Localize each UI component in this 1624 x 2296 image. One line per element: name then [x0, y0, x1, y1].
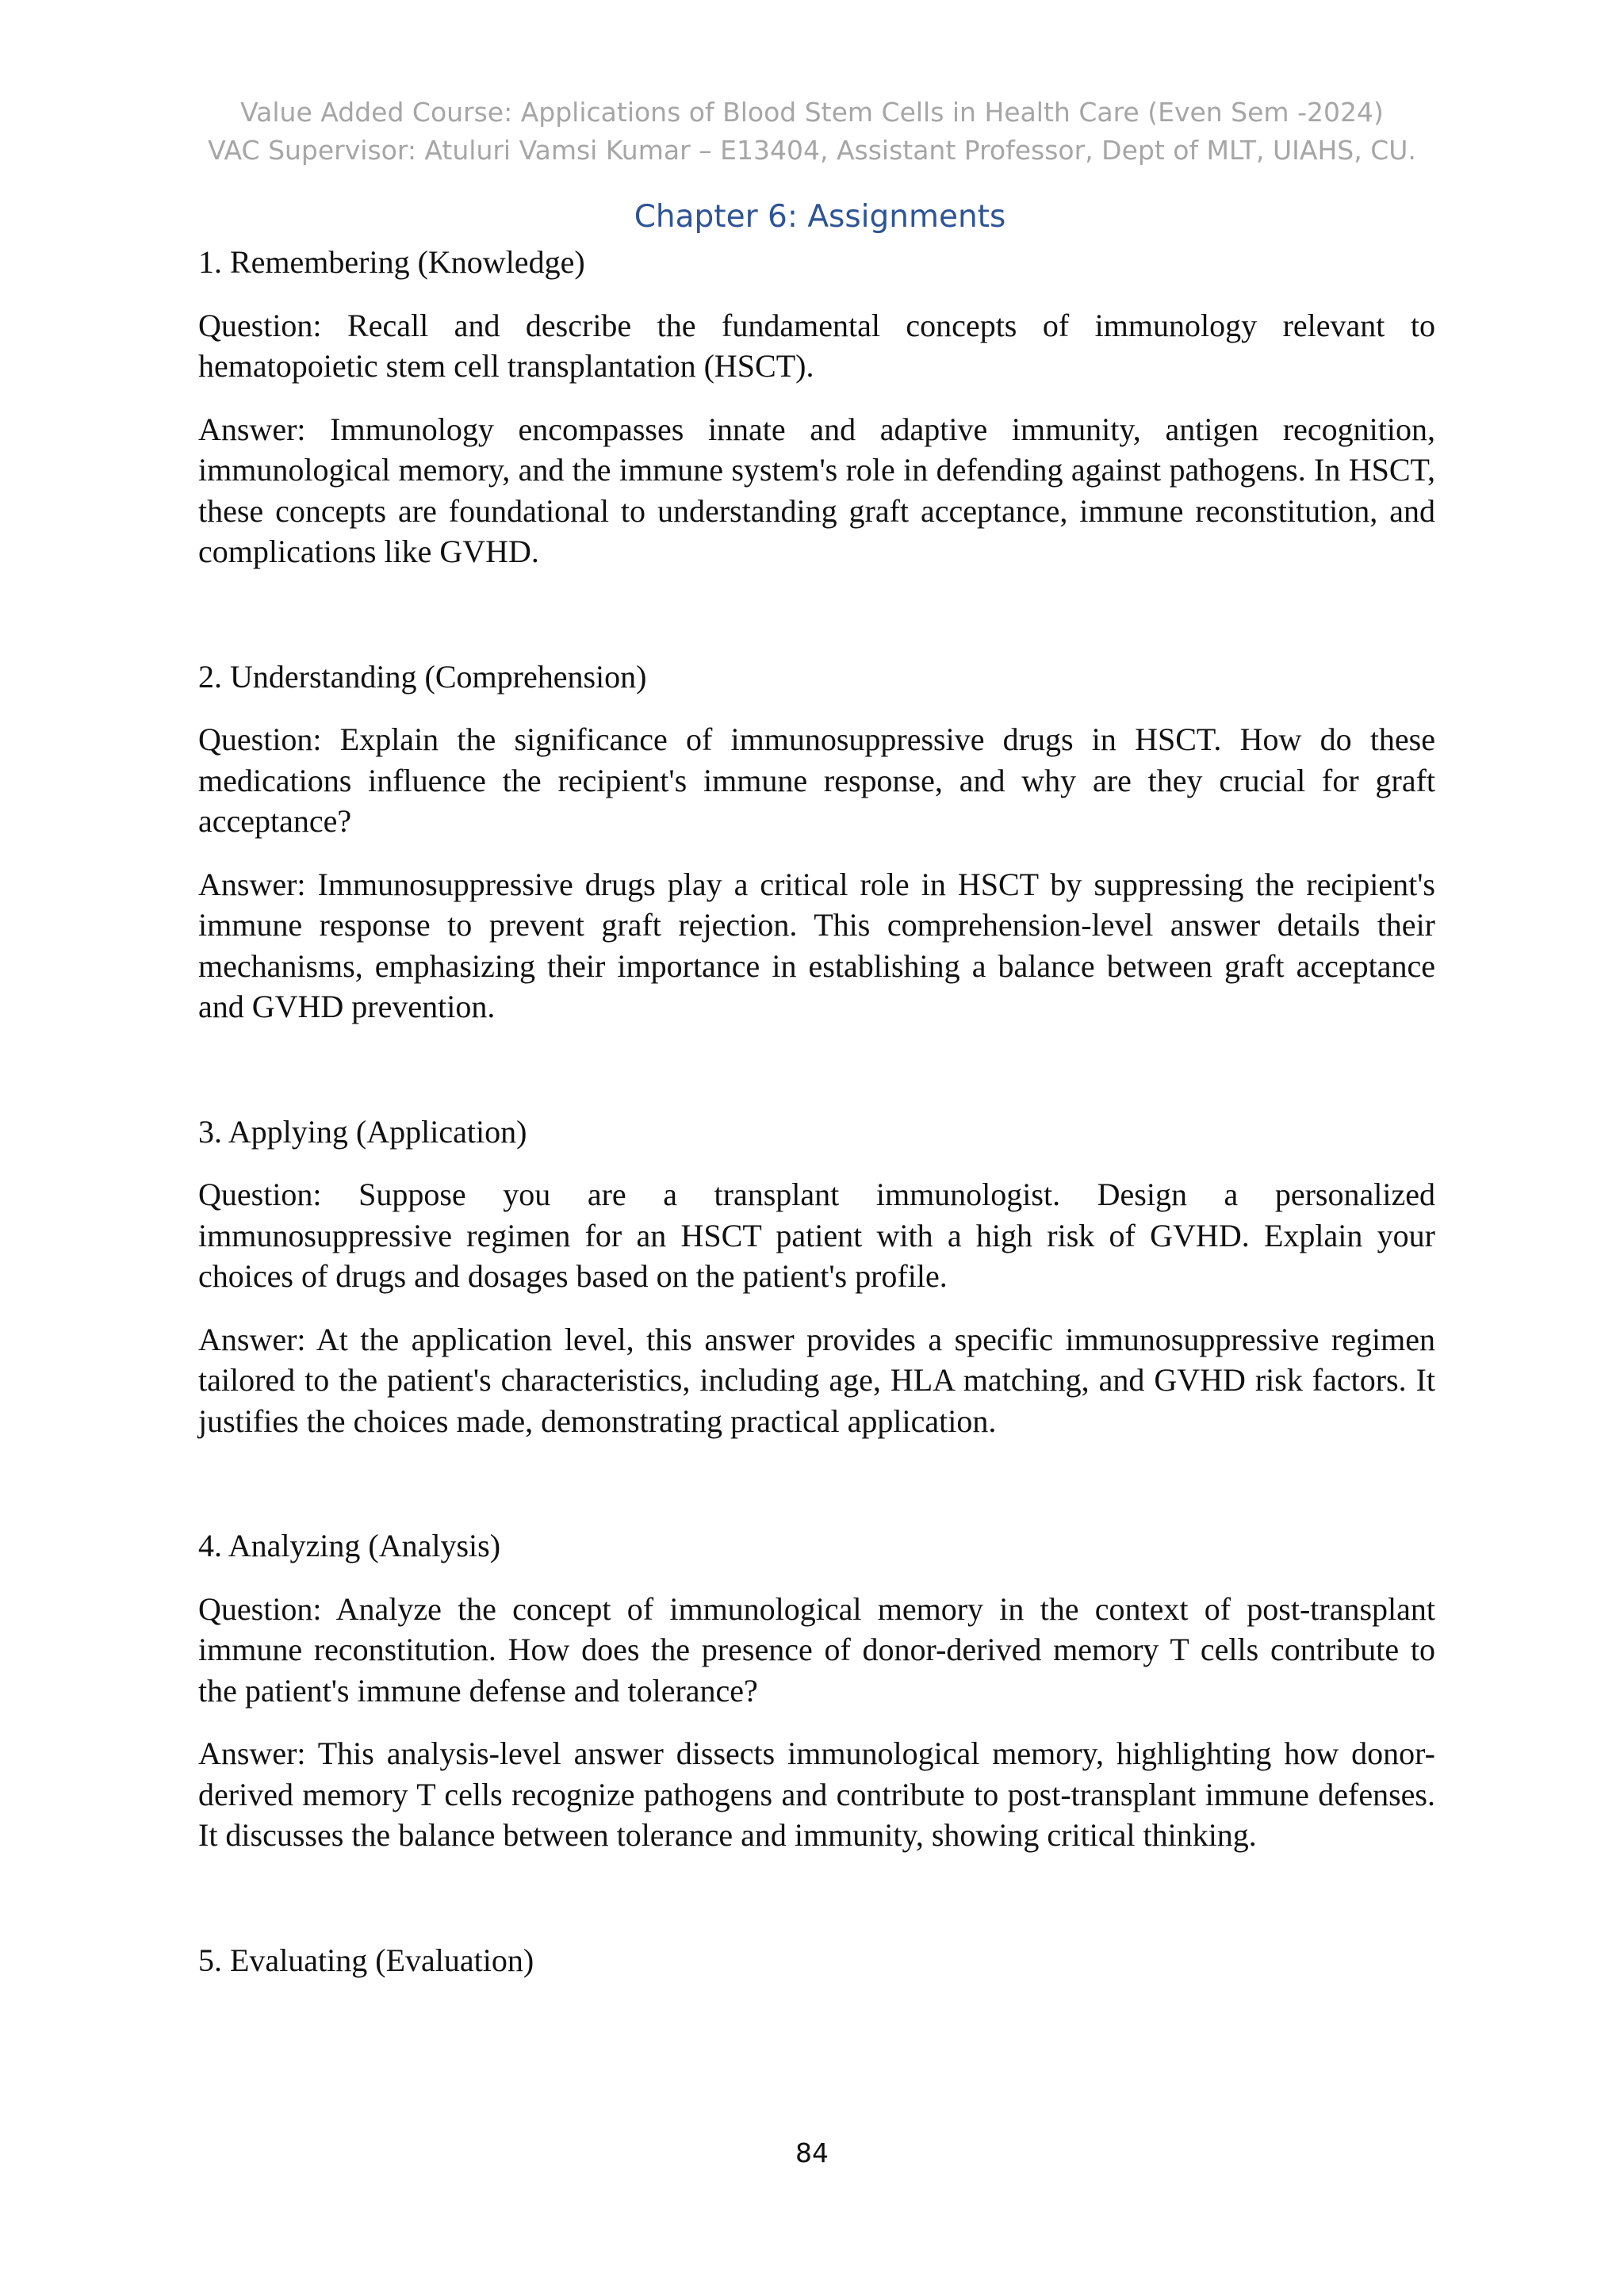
question-text: Question: Explain the significance of immunosuppressive drugs in HSCT. How do these medications influence the recipient's immune response, and why are they crucial for graft acceptance? — [198, 721, 1435, 839]
section-heading: 2. Understanding (Comprehension) — [198, 658, 647, 695]
assignment-section-evaluating — [198, 1940, 1435, 1981]
answer-text: Answer: Immunology encompasses innate and adaptive immunity, antigen recognition, immunological memory, and the immune system's role in defending against pathogens. In HSCT, these concepts are foundational to understanding graft acceptance, immune reconstitution, and complications like GVHD. — [198, 411, 1435, 569]
answer-text: Answer: This analysis-level answer dissects immunological memory, highlighting how donor-derived memory T cells recognize pathogens and contribute to post-transplant immune defenses. It discusses the balance between tolerance and immunity, showing critical thinking. — [198, 1735, 1435, 1853]
section-heading: 5. Evaluating (Evaluation) — [198, 1942, 534, 1978]
page-number: 84 — [795, 2137, 829, 2168]
question-text: Question: Suppose you are a transplant immunologist. Design a personalized immunosuppressive regimen for an HSCT patient with a high risk of GVHD. Explain your choices of drugs and dosages based on the patient's profile. — [198, 1177, 1435, 1294]
chapter-title: Chapter 6: Assignments — [634, 199, 1006, 235]
assignment-section-applying — [198, 1112, 1435, 1442]
assignment-section-remembering — [198, 242, 1435, 572]
running-header — [0, 94, 1624, 170]
section-heading: 4. Analyzing (Analysis) — [198, 1528, 501, 1563]
answer-text: Answer: At the application level, this answer provides a specific immunosuppressive regimen tailored to the patient's characteristics, including age, HLA matching, and GVHD risk factors. It justifies the choices made, demonstrating practical application. — [198, 1321, 1435, 1439]
header-supervisor-line: VAC Supervisor: Atuluri Vamsi Kumar – E13404, Assistant Professor, Dept of MLT, UIAHS, CU. — [208, 135, 1416, 166]
question-text: Question: Analyze the concept of immunological memory in the context of post-transplant immune reconstitution. How does the presence of donor-derived memory T cells contribute to the patient's immune defense and tolerance? — [198, 1590, 1435, 1709]
assignment-section-understanding — [198, 656, 1435, 1027]
header-course-line: Value Added Course: Applications of Blood Stem Cells in Health Care (Even Sem -2024) — [240, 97, 1384, 128]
section-heading: 1. Remembering (Knowledge) — [198, 244, 585, 280]
answer-text: Answer: Immunosuppressive drugs play a critical role in HSCT by suppressing the recipient's immune response to prevent graft rejection. This comprehension-level answer details their mechanisms, emphasizing their importance in establishing a balance between graft acceptance and GVHD prevention. — [198, 866, 1435, 1024]
assignment-section-analyzing — [198, 1525, 1435, 1856]
question-text: Question: Recall and describe the fundamental concepts of immunology relevant to hematopoietic stem cell transplantation (HSCT). — [198, 307, 1435, 384]
section-heading: 3. Applying (Application) — [198, 1113, 527, 1150]
document-body — [198, 242, 1435, 1980]
